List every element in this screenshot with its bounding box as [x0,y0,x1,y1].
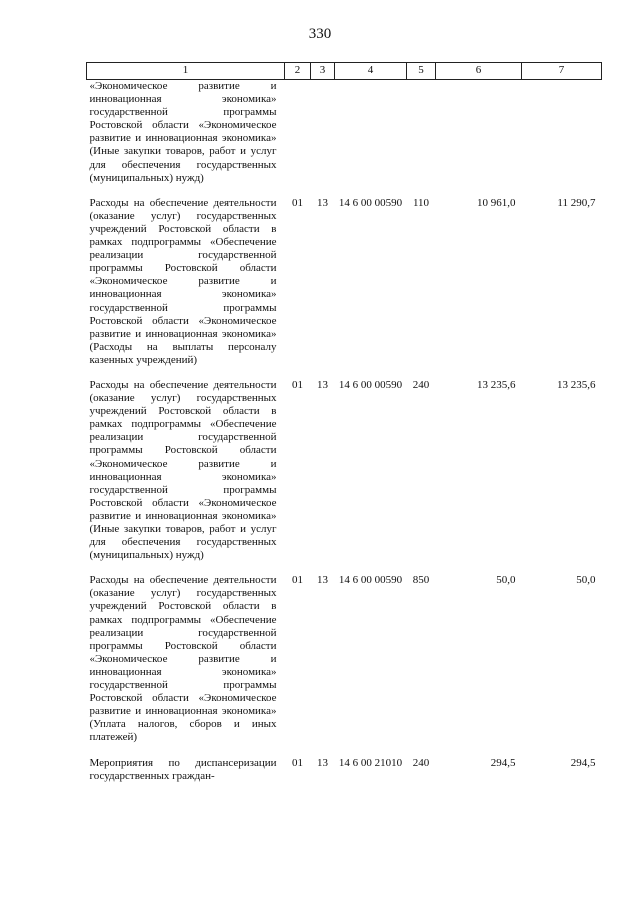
cell-subsection [311,80,335,185]
budget-table [86,62,602,783]
table-row [87,197,602,367]
cell-section [285,80,311,185]
cell-amount-2: 13 235,6 [557,378,596,391]
cell-section: 01 [292,756,303,769]
row-spacer [87,562,602,574]
cell-subsection: 13 [317,574,328,587]
table-row [87,80,602,185]
cell-amount-2: 11 290,7 [557,196,596,209]
cell-target-article: 14 6 00 00590 [338,574,403,587]
row-description: «Экономическое развитие и инновационная экономика» государственной программы Ростовской области «Экономическое развитие и инновационная экономика» (Иные закупки товаров, работ и услуг для обеспечения государственных (муниципальных) нужд) [89,80,277,184]
column-header: 5 [407,63,436,80]
page-number: 330 [308,26,332,42]
cell-amount-1: 50,0 [496,574,516,587]
row-spacer [87,185,602,197]
table-row [87,574,602,744]
row-spacer [87,745,602,757]
table-header-row [87,63,602,80]
cell-expense-type: 240 [412,378,430,391]
cell-expense-type [407,80,436,185]
cell-expense-type: 240 [412,756,430,769]
cell-target-article: 14 6 00 00590 [338,378,403,391]
cell-amount-2 [522,80,602,185]
cell-subsection: 13 [317,196,328,209]
cell-subsection: 13 [317,378,328,391]
cell-target-article: 14 6 00 21010 [338,756,403,769]
column-header: 6 [436,63,522,80]
cell-target-article: 14 6 00 00590 [338,196,403,209]
row-description: Расходы на обеспечение деятельности (оказание услуг) государственных учреждений Ростовской области в рамках подпрограммы «Обеспечение реализации государственной программы Ростовской области «Экономическое развитие и инновационная экономика» государственной программы Ростовской области «Экономическое развитие и инновационная экономика» (Иные закупки товаров, работ и услуг для обеспечения государственных (муниципальных) нужд) [89,378,277,562]
cell-amount-2: 50,0 [576,574,596,587]
column-header: 7 [522,63,602,80]
cell-expense-type: 110 [412,196,430,209]
column-header: 2 [285,63,311,80]
row-description: Расходы на обеспечение деятельности (оказание услуг) государственных учреждений Ростовской области в рамках подпрограммы «Обеспечение реализации государственной программы Ростовской области «Экономическое развитие и инновационная экономика» государственной программы Ростовской области «Экономическое развитие и инновационная экономика» (Уплата налогов, сборов и иных платежей) [89,574,277,744]
column-header: 4 [335,63,407,80]
cell-amount-2: 294,5 [570,756,596,769]
cell-amount-1: 10 961,0 [477,196,516,209]
column-header: 1 [87,63,285,80]
cell-target-article [335,80,407,185]
cell-section: 01 [292,196,303,209]
table-row [87,379,602,562]
cell-subsection: 13 [317,756,328,769]
cell-section: 01 [292,574,303,587]
cell-expense-type: 850 [412,574,430,587]
column-header: 3 [311,63,335,80]
row-description: Мероприятия по диспансеризации государственных граждан- [89,756,277,782]
table-row [87,757,602,783]
cell-amount-1 [436,80,522,185]
cell-section: 01 [292,378,303,391]
row-spacer [87,367,602,379]
row-description: Расходы на обеспечение деятельности (оказание услуг) государственных учреждений Ростовской области в рамках подпрограммы «Обеспечение реализации государственной программы Ростовской области «Экономическое развитие и инновационная экономика» государственной программы Ростовской области «Экономическое развитие и инновационная экономика» (Расходы на выплаты персоналу казенных учреждений) [89,196,277,366]
cell-amount-1: 294,5 [490,756,516,769]
cell-amount-1: 13 235,6 [477,378,516,391]
